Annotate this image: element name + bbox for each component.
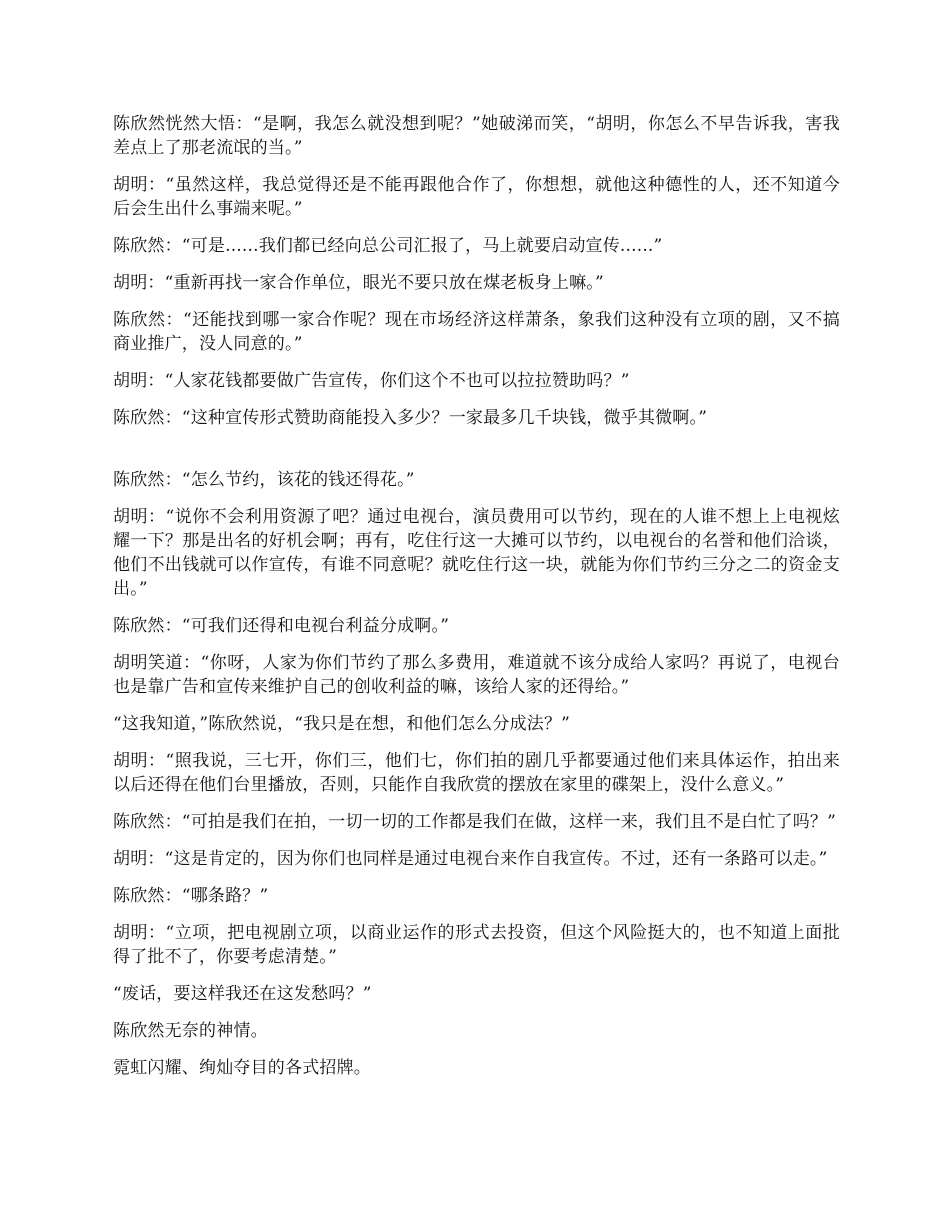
paragraph: 陈欣然：“可拍是我们在拍，一切一切的工作都是我们在做，这样一来，我们且不是白忙了吗？” xyxy=(113,812,836,832)
paragraph: 陈欣然恍然大悟：“是啊，我怎么就没想到呢？”她破涕而笑，“胡明，你怎么不早告诉我，害我差点上了那老流氓的当。” xyxy=(113,114,840,158)
paragraph: 胡明：“这是肯定的，因为你们也同样是通过电视台来作自我宣传。不过，还有一条路可以走。” xyxy=(113,849,828,869)
paragraph: 胡明：“立项，把电视剧立项，以商业运作的形式去投资，但这个风险挺大的，也不知道上面批得了批不了，你要考虑清楚。” xyxy=(113,923,840,967)
paragraph: 陈欣然无奈的神情。 xyxy=(113,1021,268,1041)
paragraph: 陈欣然：“可是......我们都已经向总公司汇报了，马上就要启动宣传......” xyxy=(113,236,663,256)
paragraph: 胡明：“说你不会利用资源了吧？通过电视台，演员费用可以节约，现在的人谁不想上上电视炫耀一下？那是出名的好机会啊；再有，吃住行这一大摊可以节约，以电视台的名誉和他们洽谈，他们不出钱就可以作宣传，有谁不同意呢？就吃住行这一块，就能为你们节约三分之二的资金支出。” xyxy=(113,507,840,599)
paragraph: 胡明笑道：“你呀，人家为你们节约了那么多费用，难道就不该分成给人家吗？再说了，电视台也是靠广告和宣传来维护自己的创收利益的嘛，该给人家的还得给。” xyxy=(113,653,840,697)
paragraph: “这我知道，”陈欣然说，“我只是在想，和他们怎么分成法？” xyxy=(113,714,571,734)
paragraph: “废话，要这样我还在这发愁吗？” xyxy=(113,984,372,1004)
paragraph: 霓虹闪耀、绚灿夺目的各式招牌。 xyxy=(113,1058,371,1078)
document-body xyxy=(113,112,840,1093)
paragraph: 胡明：“照我说，三七开，你们三，他们七，你们拍的剧几乎都要通过他们来具体运作，拍出来以后还得在他们台里播放，否则，只能作自我欣赏的摆放在家里的碟架上，没什么意义。” xyxy=(113,751,840,795)
paragraph: 陈欣然：“还能找到哪一家合作呢？现在市场经济这样萧条，象我们这种没有立项的剧，又不搞商业推广，没人同意的。” xyxy=(113,310,840,354)
paragraph: 陈欣然：“怎么节约，该花的钱还得花。” xyxy=(113,470,415,490)
paragraph: 陈欣然：“这种宣传形式赞助商能投入多少？一家最多几千块钱，微乎其微啊。” xyxy=(113,408,708,428)
paragraph: 胡明：“重新再找一家合作单位，眼光不要只放在煤老板身上嘛。” xyxy=(113,273,604,293)
paragraph: 陈欣然：“哪条路？” xyxy=(113,886,269,906)
paragraph: 胡明：“人家花钱都要做广告宣传，你们这个不也可以拉拉赞助吗？” xyxy=(113,371,630,391)
paragraph: 胡明：“虽然这样，我总觉得还是不能再跟他合作了，你想想，就他这种德性的人，还不知道今后会生出什么事端来呢。” xyxy=(113,175,840,219)
paragraph: 陈欣然：“可我们还得和电视台利益分成啊。” xyxy=(113,616,450,636)
